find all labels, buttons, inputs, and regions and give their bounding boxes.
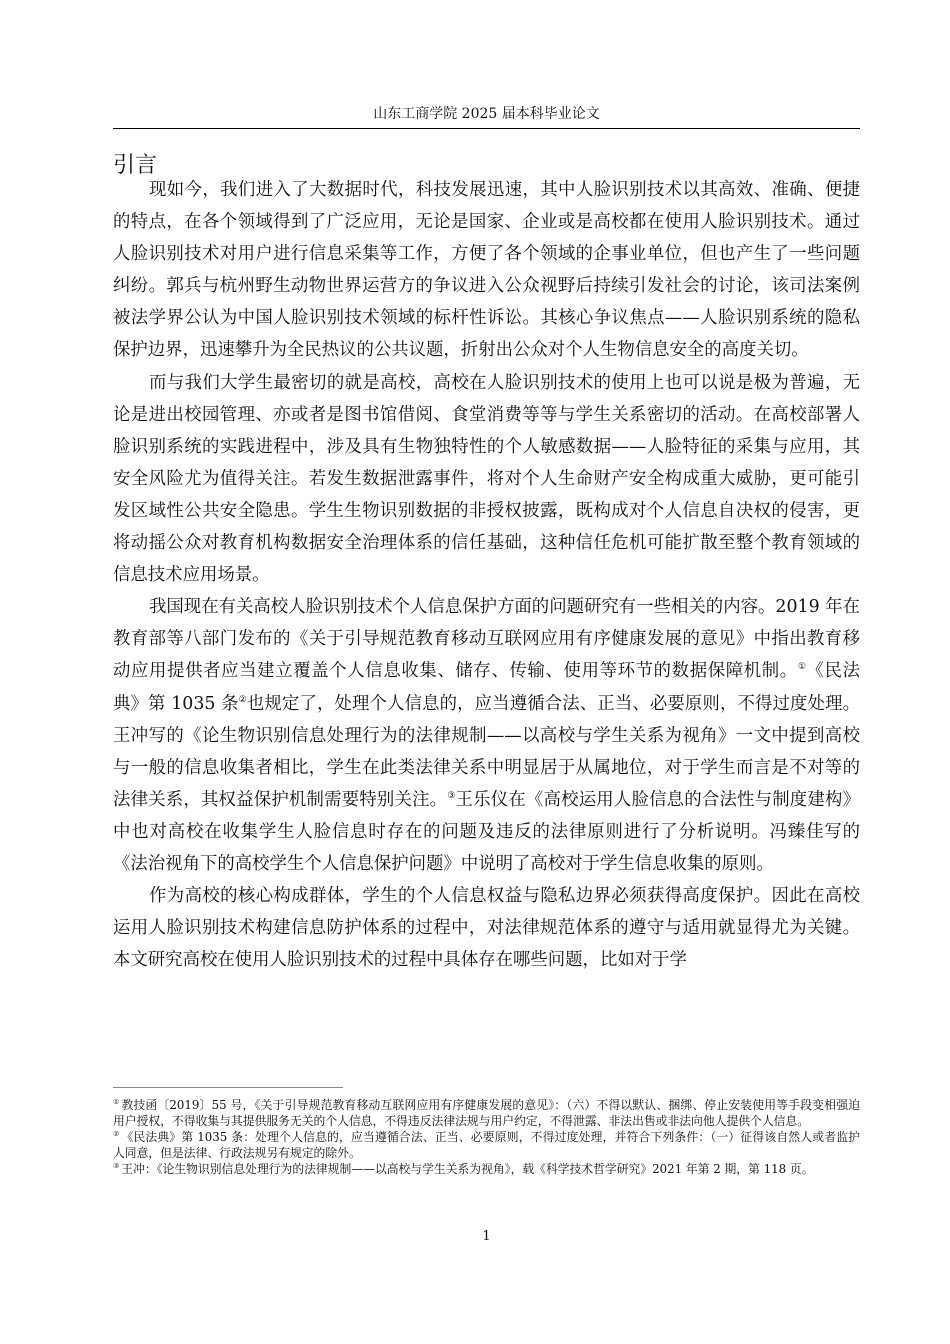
footnote-text: 《民法典》第 1035 条：处理个人信息的，应当遵循合法、正当、必要原则，不得过度处理，并符合下列条件：（一）征得该自然人或者监护人同意，但是法律、行政法规另有规定的除外。 [113,1130,860,1160]
footnote-ref-1[interactable]: ① [797,662,807,673]
section-title: 引言 [113,153,158,178]
footnote-1 [113,1097,860,1129]
footnote-3 [113,1161,860,1177]
footnote-2 [113,1129,860,1161]
paragraph-3-part-b: 《民法典》第 1035 条 [113,661,860,714]
paragraph-4: 作为高校的核心构成群体，学生的个人信息权益与隐私边界必须获得高度保护。因此在高校运用人脸识别技术构建信息防护体系的过程中，对法律规范体系的遵守与适用就显得尤为关键。本文研究高校在使用人脸识别技术的过程中具体存在哪些问题，比如对于学 [113,886,860,971]
footnote-divider [113,1087,343,1088]
header-rule [113,128,860,129]
page-number: 1 [482,1229,491,1244]
paragraph-1: 现如今，我们进入了大数据时代，科技发展迅速，其中人脸识别技术以其高效、准确、便捷的特点，在各个领域得到了广泛应用，无论是国家、企业或是高校都在使用人脸识别技术。通过人脸识别技术对用户进行信息采集等工作，方便了各个领域的企事业单位，但也产生了一些问题纠纷。郭兵与杭州野生动物世界运营方的争议进入公众视野后持续引发社会的讨论，该司法案例被法学界公认为中国人脸识别技术领域的标杆性诉讼。其核心争议焦点——人脸识别系统的隐私保护边界，迅速攀升为全民热议的公共议题，折射出公众对个人生物信息安全的高度关切。 [113,180,860,361]
footnote-mark: ③ [113,1162,120,1171]
paragraph-3 [113,591,860,880]
footnotes [113,1097,860,1177]
body-text [113,174,860,976]
paragraph-2: 而与我们大学生最密切的就是高校，高校在人脸识别技术的使用上也可以说是极为普遍，无论是进出校园管理、亦或者是图书馆借阅、食堂消费等等与学生关系密切的活动。在高校部署人脸识别系统的实践进程中，涉及具有生物独特性的个人敏感数据——人脸特征的采集与应用，其安全风险尤为值得关注。若发生数据泄露事件，将对个人生命财产安全构成重大威胁，更可能引发区域性公共安全隐患。学生生物识别数据的非授权披露，既构成对个人信息自决权的侵害，更将动摇公众对教育机构数据安全治理体系的信任基础，这种信任危机可能扩散至整个教育领域的信息技术应用场景。 [113,372,860,586]
running-header: 山东工商学院 2025 届本科毕业论文 [373,106,600,122]
footnote-text: 王冲：《论生物识别信息处理行为的法律规制——以高校与学生关系为视角》，载《科学技术哲学研究》2021 年第 2 期，第 118 页。 [121,1162,814,1176]
paragraph-3-part-c: 也规定了，处理个人信息的，应当遵循合法、正当、必要原则，不得过度处理。王冲写的《论生物识别信息处理行为的法律规制——以高校与学生关系为视角》一文中提到高校与一般的信息收集者相比，学生在此类法律关系中明显居于从属地位，对于学生而言是不对等的法律关系，其权益保护机制需要特别关注。 [113,693,860,810]
footnote-ref-2[interactable]: ② [238,694,247,705]
footnote-text: 教技函〔2019〕55 号，《关于引导规范教育移动互联网应用有序健康发展的意见》：（六）不得以默认、捆绑、停止安装使用等手段变相强迫用户授权，不得收集与其提供服务无关的个人信息，不得违反法律法规与用户约定，不得泄露、非法出售或非法向他人提供个人信息。 [113,1098,860,1128]
footnote-mark: ① [113,1098,120,1107]
paragraph-3-part-d: 王乐仪在《高校运用人脸信息的合法性与制度建构》中也对高校在收集学生人脸信息时存在的问题及违反的法律原则进行了分析说明。冯臻佳写的《法治视角下的高校学生个人信息保护问题》中说明了高校对于学生信息收集的原则。 [113,789,860,874]
paragraph-3-part-a: 我国现在有关高校人脸识别技术个人信息保护方面的问题研究有一些相关的内容。2019 年在教育部等八部门发布的《关于引导规范教育移动互联网应用有序健康发展的意见》中指出教育移动应用提供者应当建立覆盖个人信息收集、储存、传输、使用等环节的数据保障机制。 [113,597,860,682]
footnote-ref-3[interactable]: ③ [447,790,456,801]
footnote-mark: ② [113,1130,120,1139]
